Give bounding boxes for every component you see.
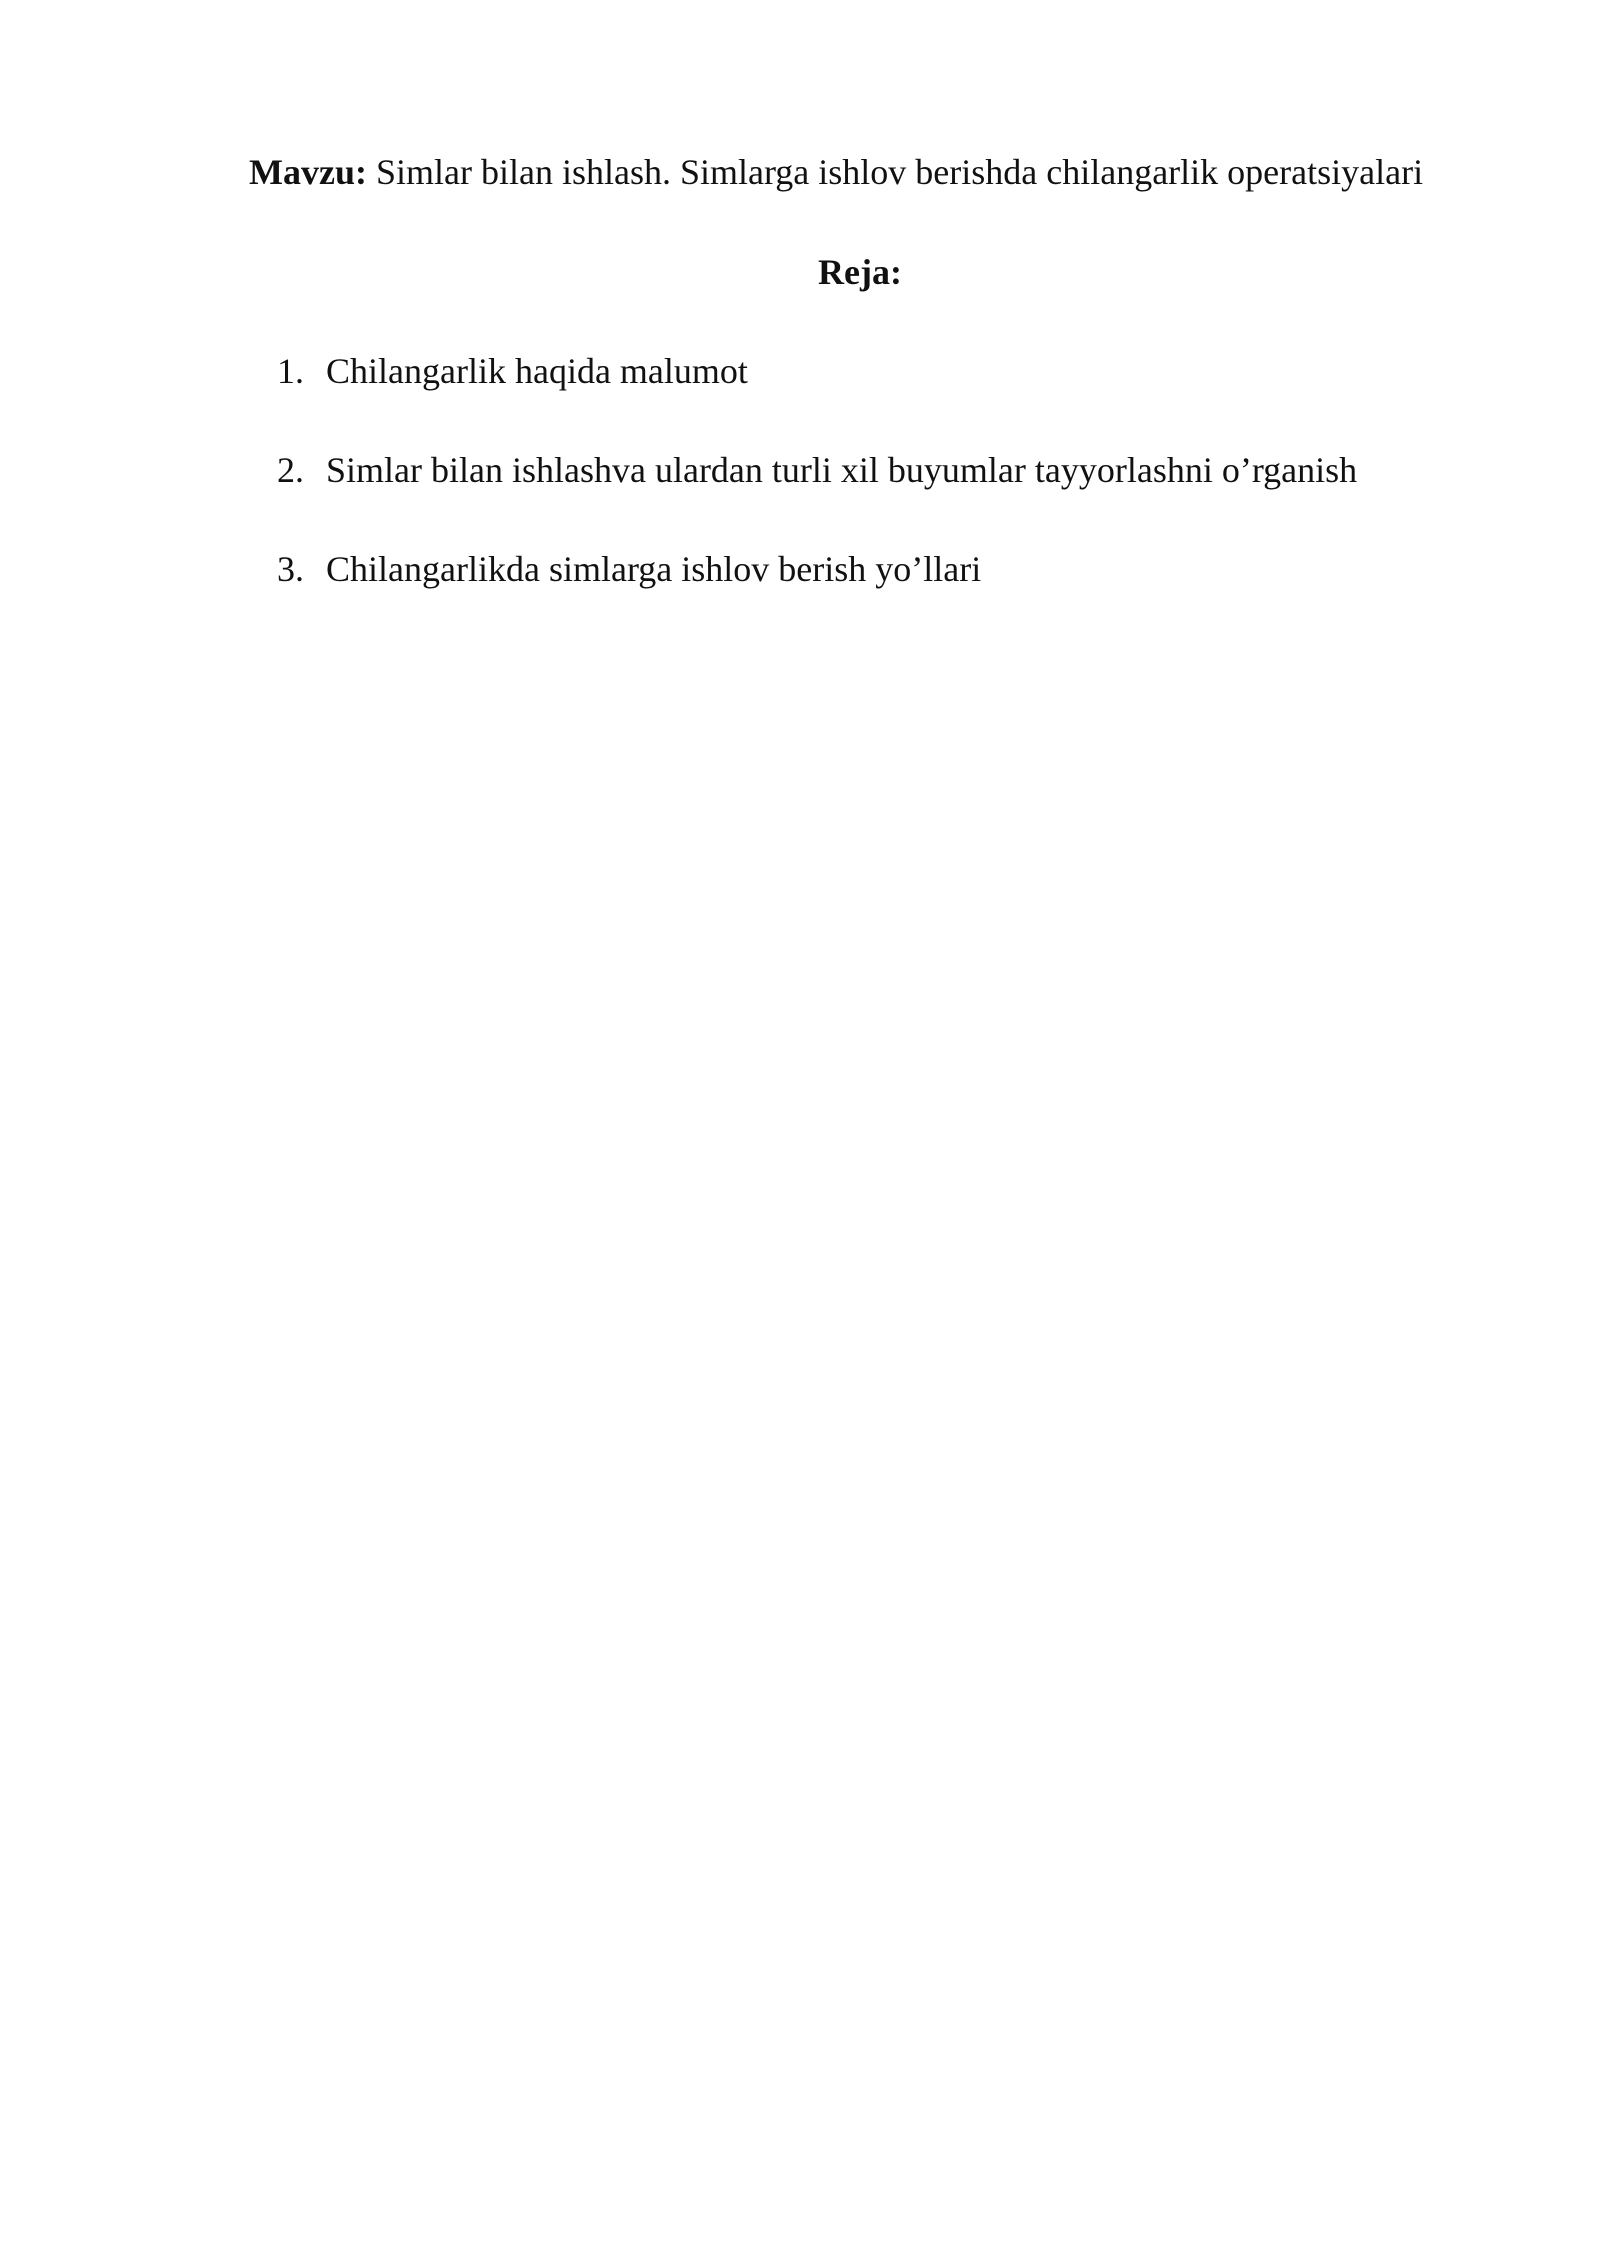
topic-text: Simlar bilan ishlash. Simlarga ishlov berishda chilangarlik operatsiyalari xyxy=(366,152,1424,192)
plan-item xyxy=(277,547,1357,591)
topic-line xyxy=(249,150,1423,194)
plan-item-text: Simlar bilan ishlashva ulardan turli xil buyumlar tayyorlashni o’rganish xyxy=(326,450,1358,490)
plan-list xyxy=(277,349,1357,646)
plan-item-text: Chilangarlik haqida malumot xyxy=(326,351,748,391)
topic-label: Mavzu: xyxy=(249,152,367,192)
plan-item xyxy=(277,349,1357,393)
plan-item-number: 2. xyxy=(277,450,304,490)
plan-item xyxy=(277,448,1357,492)
plan-item-number: 1. xyxy=(277,351,304,391)
plan-item-text: Chilangarlikda simlarga ishlov berish yo’llari xyxy=(326,549,982,589)
plan-item-number: 3. xyxy=(277,549,304,589)
plan-heading: Reja: xyxy=(818,252,902,292)
